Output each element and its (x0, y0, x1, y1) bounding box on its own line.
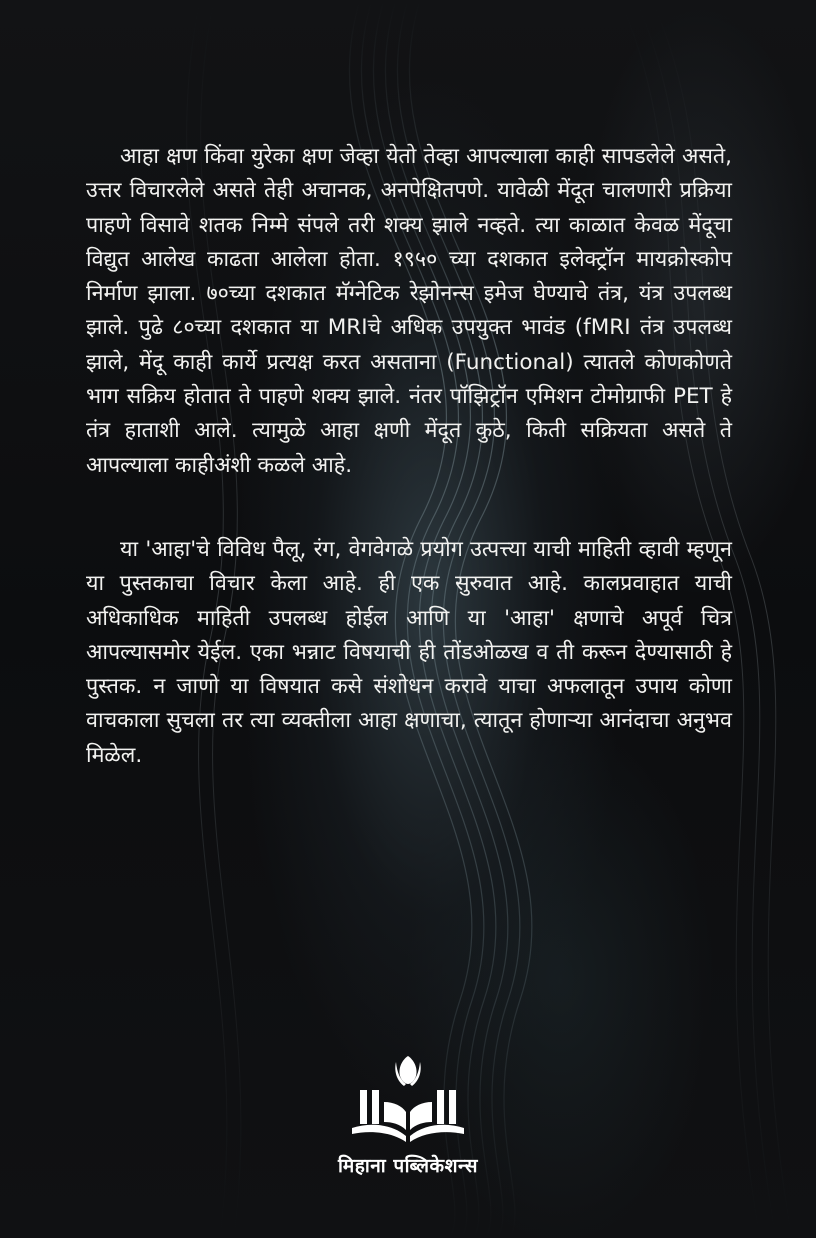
back-cover-blurb (86, 140, 732, 773)
publisher-name: मिहाना पब्लिकेशन्स (337, 1155, 479, 1177)
open-book-tulip-logo-icon (340, 1050, 476, 1150)
blurb-paragraph: आहा क्षण किंवा युरेका क्षण जेव्हा येतो तेव्हा आपल्याला काही सापडलेले असते, उत्तर विचारलेले असते तेही अचानक, अनपेक्षितपणे. यावेळी मेंदूत चालणारी प्रक्रिया पाहणे विसावे शतक निम्मे संपले तरी शक्य झाले नव्हते. त्या काळात केवळ मेंदूचा विद्युत आलेख काढता आलेला होता. १९५० च्या दशकात इलेक्ट्रॉन मायक्रोस्कोप निर्माण झाला. ७०च्या दशकात मॅग्नेटिक रेझोनन्स इमेज घेण्याचे तंत्र, यंत्र उपलब्ध झाले. पुढे ८०च्या दशकात या MRIचे अधिक उपयुक्त भावंड (fMRI तंत्र उपलब्ध झाले, मेंदू काही कार्ये प्रत्यक्ष करत असताना (Functional) त्यातले कोणकोणते भाग सक्रिय होतात ते पाहणे शक्य झाले. नंतर पॉझिट्रॉन एमिशन टोमोग्राफी PET हे तंत्र हाताशी आले. त्यामुळे आहा क्षणी मेंदूत कुठे, किती सक्रियता असते ते आपल्याला काहीअंशी कळले आहे. (86, 144, 732, 478)
blurb-paragraph: या 'आहा'चे विविध पैलू, रंग, वेगवेगळे प्रयोग उत्पत्त्या याची माहिती व्हावी म्हणून या पुस्तकाचा विचार केला आहे. ही एक सुरुवात आहे. कालप्रवाहात याची अधिकाधिक माहिती उपलब्ध होईल आणि या 'आहा' क्षणाचे अपूर्व चित्र आपल्यासमोर येईल. एका भन्नाट विषयाची ही तोंडओळख व ती करून देण्यासाठी हे पुस्तक. न जाणो या विषयात कसे संशोधन करावे याचा अफलातून उपाय कोणा वाचकाला सुचला तर त्या व्यक्तीला आहा क्षणाचा, त्यातून होणाऱ्या आनंदाचा अनुभव मिळेल. (86, 536, 732, 768)
